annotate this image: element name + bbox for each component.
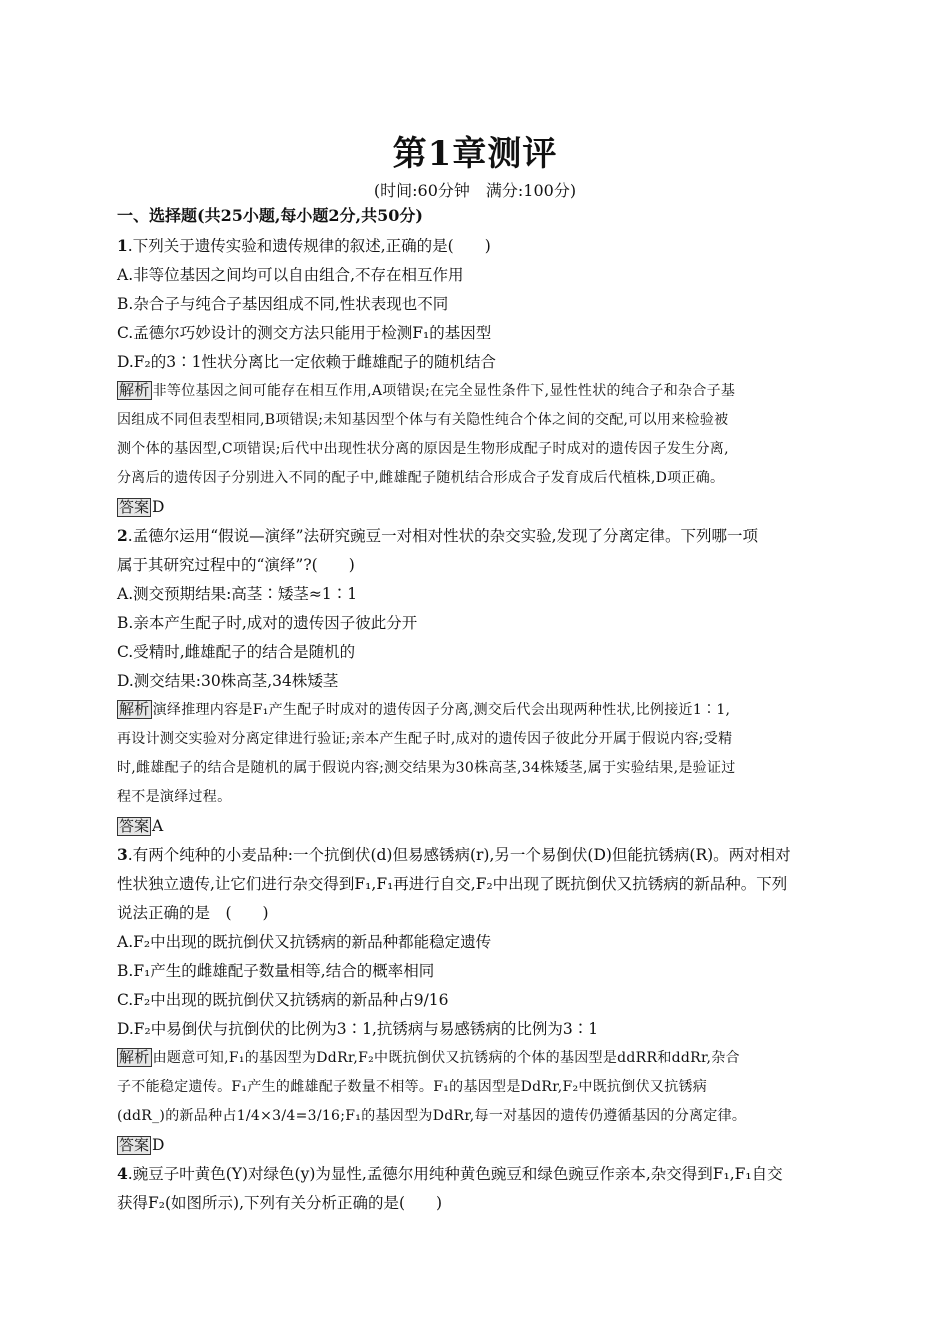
question-number: 2 <box>117 526 128 545</box>
question-number: 4 <box>117 1164 128 1183</box>
question-3-stem <box>117 845 791 865</box>
stem-text: .下列关于遗传实验和遗传规律的叙述,正确的是( ) <box>127 237 491 255</box>
q1-analysis-line: 分离后的遗传因子分别进入不同的配子中,雌雄配子随机结合形成合子发育成后代植株,D项正确。 <box>117 470 725 486</box>
q2-analysis-line: 程不是演绎过程。 <box>117 789 232 805</box>
q1-option-a: A.非等位基因之间均可以自由组合,不存在相互作用 <box>117 266 464 284</box>
q1-analysis-line: 测个体的基因型,C项错误;后代中出现性状分离的原因是生物形成配子时成对的遗传因子发生分离, <box>117 441 729 457</box>
question-1-stem <box>117 236 491 256</box>
q3-option-c: C.F₂中出现的既抗倒伏又抗锈病的新品种占9/16 <box>117 991 449 1009</box>
question-3-stem-cont: 说法正确的是 ( ) <box>117 904 269 922</box>
q2-answer <box>117 816 163 836</box>
analysis-tag: 解析 <box>119 381 150 399</box>
stem-text: .豌豆子叶黄色(Y)对绿色(y)为显性,孟德尔用纯种黄色豌豆和绿色豌豆作亲本,杂交得到F₁,F₁自交 <box>127 1165 783 1183</box>
analysis-text: 由题意可知,F₁的基因型为DdRr,F₂中既抗倒伏又抗锈病的个体的基因型是ddRR和ddRr,杂合 <box>152 1050 740 1066</box>
question-4-stem <box>117 1164 783 1184</box>
q2-option-a: A.测交预期结果:高茎∶矮茎≈1∶1 <box>117 585 358 603</box>
answer-value: D <box>152 1136 165 1154</box>
answer-tag: 答案 <box>119 817 150 835</box>
analysis-tag: 解析 <box>119 1048 150 1066</box>
page-title: 第1章测评 <box>392 134 558 174</box>
q3-analysis-line: 子不能稳定遗传。F₁产生的雌雄配子数量不相等。F₁的基因型是DdRr,F₂中既抗倒伏又抗锈病 <box>117 1079 708 1095</box>
q1-analysis-line <box>117 381 735 401</box>
analysis-tag: 解析 <box>119 700 150 718</box>
question-number: 3 <box>117 845 128 864</box>
q3-option-d: D.F₂中易倒伏与抗倒伏的比例为3∶1,抗锈病与易感锈病的比例为3∶1 <box>117 1020 599 1038</box>
q1-option-d: D.F₂的3∶1性状分离比一定依赖于雌雄配子的随机结合 <box>117 353 496 371</box>
q2-option-c: C.受精时,雌雄配子的结合是随机的 <box>117 643 356 661</box>
q3-analysis-line <box>117 1048 740 1068</box>
question-2-stem <box>117 526 758 546</box>
q1-option-b: B.杂合子与纯合子基因组成不同,性状表现也不同 <box>117 295 449 313</box>
question-number: 1 <box>117 236 128 255</box>
answer-tag: 答案 <box>119 498 150 516</box>
question-3-stem-cont: 性状独立遗传,让它们进行杂交得到F₁,F₁再进行自交,F₂中出现了既抗倒伏又抗锈病的新品种。下列 <box>117 875 788 893</box>
answer-tag: 答案 <box>119 1136 150 1154</box>
q1-option-c: C.孟德尔巧妙设计的测交方法只能用于检测F₁的基因型 <box>117 324 492 342</box>
q3-analysis-line: (ddR_)的新品种占1/4×3/4=3/16;F₁的基因型为DdRr,每一对基因的遗传仍遵循基因的分离定律。 <box>117 1108 747 1124</box>
q1-analysis-line: 因组成不同但表型相同,B项错误;未知基因型个体与有关隐性纯合个体之间的交配,可以用来检验被 <box>117 412 729 428</box>
q2-analysis-line: 再设计测交实验对分离定律进行验证;亲本产生配子时,成对的遗传因子彼此分开属于假说内容;受精 <box>117 731 733 747</box>
analysis-text: 演绎推理内容是F₁产生配子时成对的遗传因子分离,测交后代会出现两种性状,比例接近1∶1, <box>152 702 731 718</box>
answer-value: D <box>152 498 165 516</box>
question-4-stem-cont: 获得F₂(如图所示),下列有关分析正确的是( ) <box>117 1194 443 1212</box>
q3-answer <box>117 1135 164 1155</box>
q2-option-b: B.亲本产生配子时,成对的遗传因子彼此分开 <box>117 614 418 632</box>
q2-option-d: D.测交结果:30株高茎,34株矮茎 <box>117 672 339 690</box>
section-heading: 一、选择题(共25小题,每小题2分,共50分) <box>117 206 423 225</box>
analysis-text: 非等位基因之间可能存在相互作用,A项错误;在完全显性条件下,显性性状的纯合子和杂合子基 <box>152 383 736 399</box>
q3-option-b: B.F₁产生的雌雄配子数量相等,结合的概率相同 <box>117 962 435 980</box>
q1-answer <box>117 497 164 517</box>
stem-text: .孟德尔运用“假说—演绎”法研究豌豆一对相对性状的杂交实验,发现了分离定律。下列哪一项 <box>127 527 759 545</box>
q3-option-a: A.F₂中出现的既抗倒伏又抗锈病的新品种都能稳定遗传 <box>117 933 492 951</box>
question-2-stem-cont: 属于其研究过程中的“演绎”?( ) <box>117 556 355 574</box>
q2-analysis-line: 时,雌雄配子的结合是随机的属于假说内容;测交结果为30株高茎,34株矮茎,属于实验结果,是验证过 <box>117 760 736 776</box>
exam-info: (时间:60分钟 满分:100分) <box>373 181 577 200</box>
answer-value: A <box>152 817 164 835</box>
q2-analysis-line <box>117 700 730 720</box>
stem-text: .有两个纯种的小麦品种:一个抗倒伏(d)但易感锈病(r),另一个易倒伏(D)但能抗锈病(R)。两对相对 <box>127 846 791 864</box>
